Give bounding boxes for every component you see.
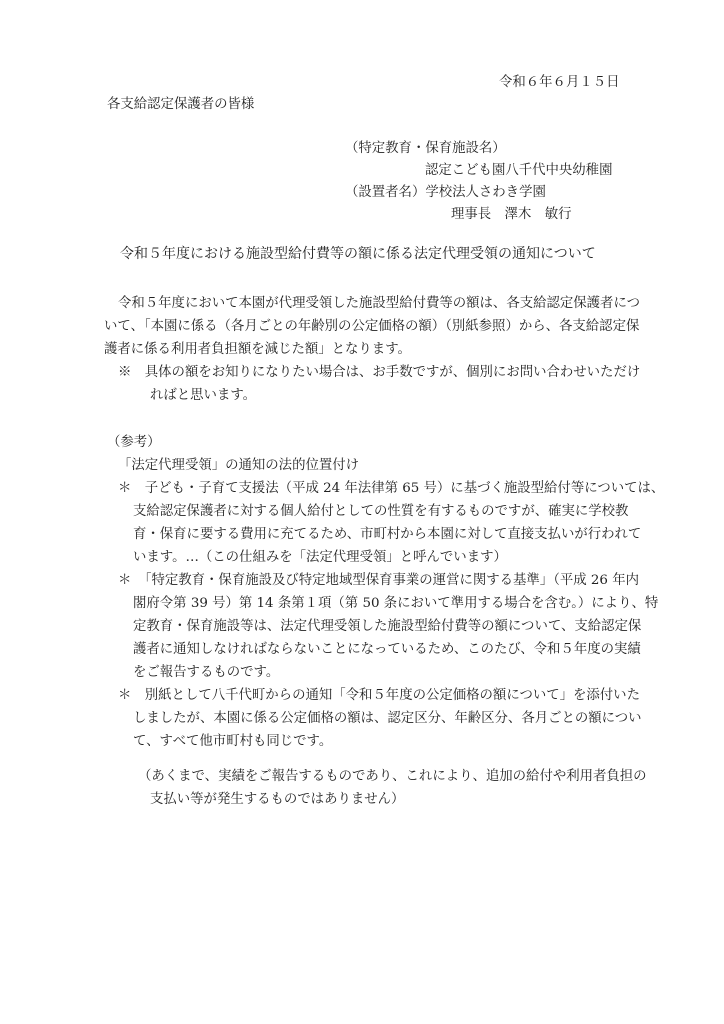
sender-facility-label: （特定教育・保育施設名）: [345, 141, 506, 156]
reference-heading: （参考）: [107, 435, 161, 450]
reference-line: 支給認定保護者に対する個人給付としての性質を有するものですが、確実に学校教: [133, 504, 629, 519]
note-line: ればと思います。: [150, 388, 257, 403]
reference-line: います。…（この仕組みを「法定代理受領」と呼んでいます）: [133, 550, 507, 565]
reference-subheading: 「法定代理受領」の通知の法的位置付け: [118, 458, 360, 473]
sender-founder: （設置者名）学校法人さわき学園: [345, 185, 546, 200]
reference-line: ＊ 子ども・子育て支援法（平成 24 年法律第 65 号）に基づく施設型給付等については、: [118, 481, 665, 496]
reference-line: 閣府令第 39 号）第 14 条第１項（第 50 条において準用する場合を含む。）により、特: [133, 596, 659, 611]
body-line: いて、「本園に係る（各月ごとの年齢別の公定価格の額）（別紙参照）から、各支給認定保: [104, 319, 640, 334]
reference-line: ＊ 別紙として八千代町からの通知「令和５年度の公定価格の額について」を添付いた: [118, 688, 640, 703]
body-line: 令和５年度において本園が代理受領した施設型給付費等の額は、各支給認定保護者につ: [118, 296, 640, 311]
closing-line: （あくまで、実績をご報告するものであり、これにより、追加の給付や利用者負担の: [138, 769, 647, 784]
reference-line: しましたが、本園に係る公定価格の額は、認定区分、年齢区分、各月ごとの額につい: [133, 711, 642, 726]
reference-line: 護者に通知しなければならないことになっているため、このたび、令和５年度の実績: [133, 642, 641, 657]
reference-line: て、すべて他市町村も同じです。: [133, 734, 333, 749]
reference-line: 定教育・保育施設等は、法定代理受領した施設型給付費等の額について、支給認定保: [133, 619, 642, 634]
reference-line: をご報告するものです。: [133, 665, 280, 680]
document-title: 令和５年度における施設型給付費等の額に係る法定代理受領の通知について: [120, 246, 596, 262]
issue-date: 令和６年６月１５日: [499, 75, 620, 90]
note-line: ※ 具体の額をお知りになりたい場合は、お手数ですが、個別にお問い合わせいただけ: [118, 365, 641, 380]
reference-line: 育・保育に要する費用に充てるため、市町村から本園に対して直接支払いが行われて: [133, 527, 642, 542]
reference-line: ＊ 「特定教育・保育施設及び特定地域型保育事業の運営に関する基準」（平成 26 年内: [118, 573, 639, 588]
addressee: 各支給認定保護者の皆様: [107, 97, 255, 112]
body-line: 護者に係る利用者負担額を減じた額」となります。: [104, 342, 411, 357]
sender-director: 理事長 澤木 敏行: [451, 207, 572, 222]
closing-line: 支払い等が発生するものではありません）: [150, 792, 405, 807]
sender-facility-name: 認定こども園八千代中央幼稚園: [425, 163, 613, 178]
